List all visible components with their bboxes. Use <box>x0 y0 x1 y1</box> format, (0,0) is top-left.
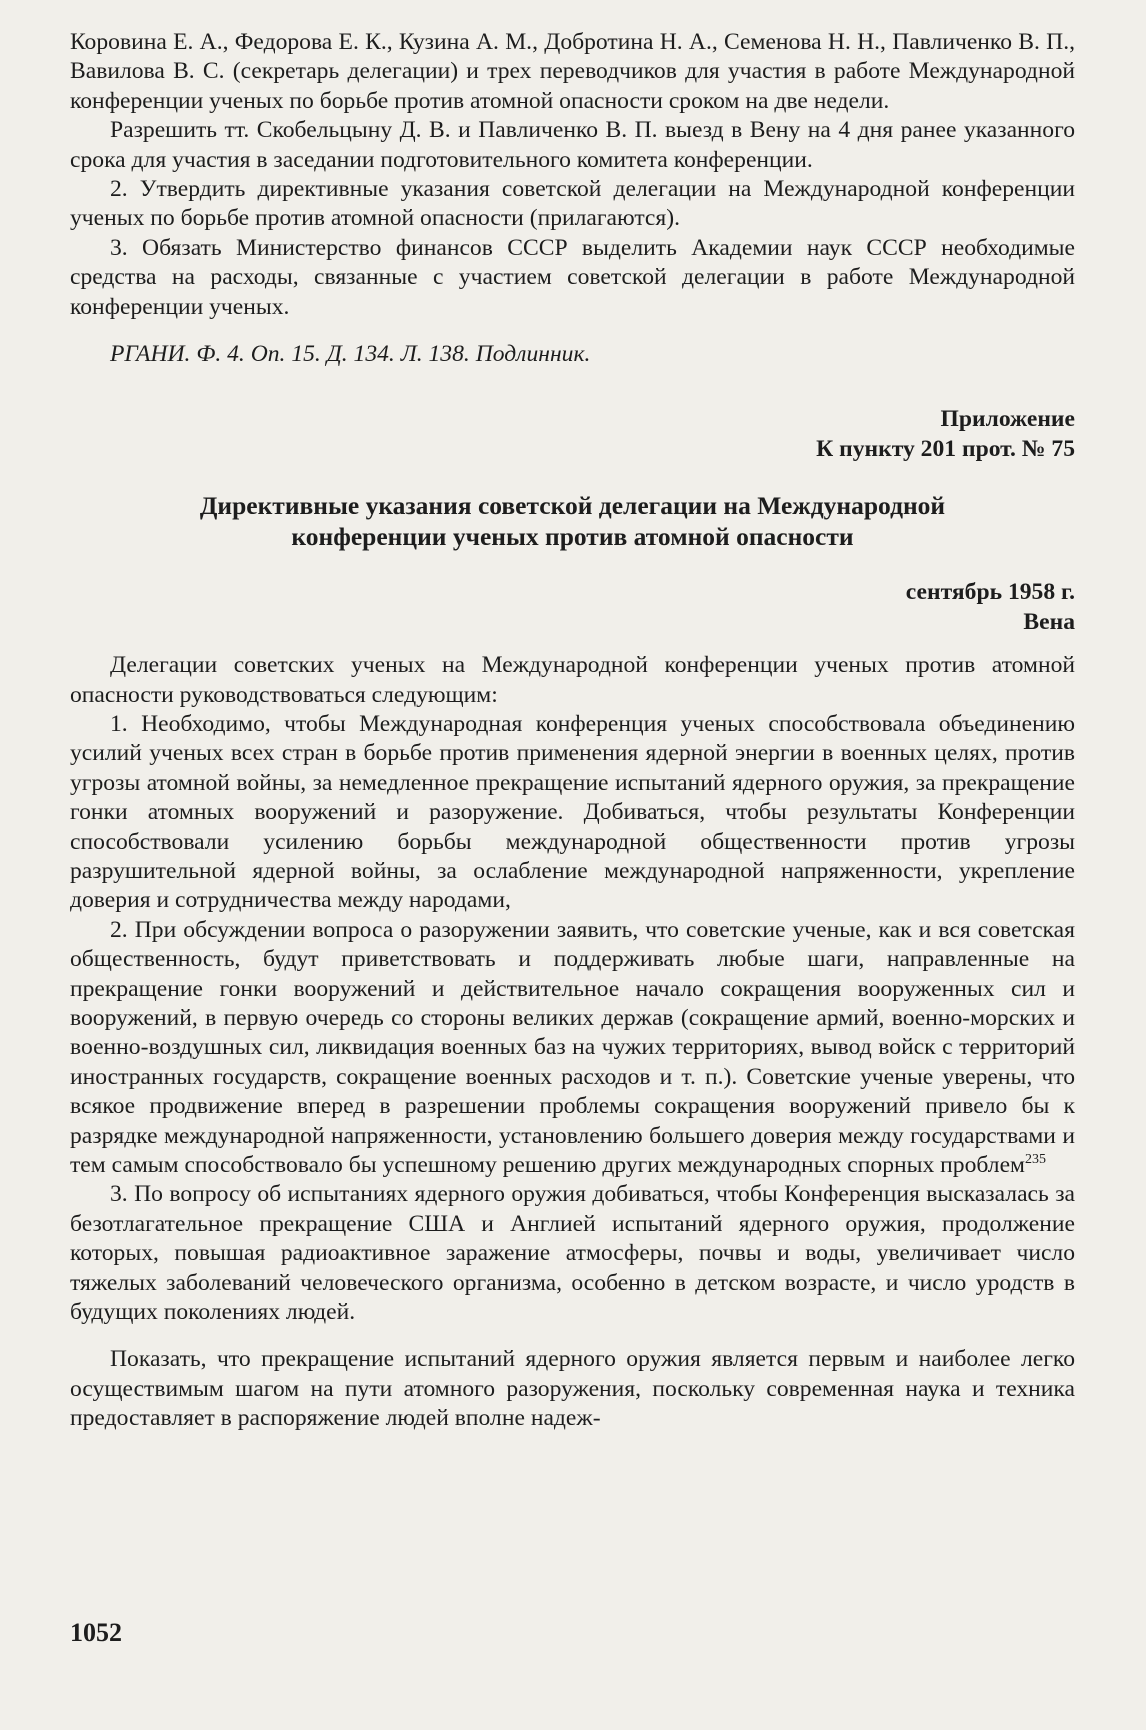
document-place: Вена <box>1023 608 1075 635</box>
document-title: Директивные указания советской делегации на Международной конференции ученых против атомной опасности <box>199 491 946 552</box>
body-paragraph-4: 3. По вопросу об испытаниях ядерного оружия добиваться, чтобы Конференция высказалась за безотлагательное прекращение США и Англией испытаний ядерного оружия, продолжение которых, повышая радиоактивное заражение атмосферы, почвы и воды, увеличивает число тяжелых заболеваний человеческого организма, особенно в детском возрасте, и число уродств в будущих поколениях людей. <box>70 1181 1075 1326</box>
body-paragraph-3-text: 2. При обсуждении вопроса о разоружении заявить, что советские ученые, как и вся советская общественность, будут приветствовать и поддерживать любые шаги, направленные на прекращение гонки вооружений и действительное начало сокращения вооруженных сил и вооружений, в первую очередь со стороны великих держав (сокращение армий, военно-морских и военно-воздушных сил, ликвидация военных баз на чужих территориях, вывод войск с территорий иностранных государств, сокращение военных расходов и т. п.). Советские ученые уверены, что всякое продвижение вперед в разрешении проблемы сокращения вооружений привело бы к разрядке международной напряженности, установлению большего доверия между государствами и тем самым способствовало бы успешному решению других международных спорных проблем <box>70 916 1075 1178</box>
date-block <box>70 578 1075 637</box>
appendix-label: Приложение <box>940 406 1075 433</box>
archive-source: РГАНИ. Ф. 4. Оп. 15. Д. 134. Л. 138. Подлинник. <box>110 341 591 368</box>
intro-paragraph-2: Разрешить тт. Скобельцыну Д. В. и Павличенко В. П. выезд в Вену на 4 дня ранее указанного срока для участия в заседании подготовительного комитета конференции. <box>70 117 1075 173</box>
page-text <box>70 28 1075 1434</box>
body-paragraph-2: 1. Необходимо, чтобы Международная конференция ученых способствовала объединению усилий ученых всех стран в борьбе против применения ядерной энергии в военных целях, против угрозы атомной войны, за немедленное прекращение испытаний ядерного оружия, за прекращение гонки атомных вооружений и разоружение. Добиваться, чтобы результаты Конференции способствовали усилению борьбы международной общественности против угрозы разрушительной ядерной войны, за ослабление международной напряженности, укрепление доверия и сотрудничества между народами, <box>70 710 1075 914</box>
appendix-ref: К пункту 201 прот. № 75 <box>816 435 1075 462</box>
body-paragraph-5: Показать, что прекращение испытаний ядерного оружия является первым и наиболее легко осуществимым шагом на пути атомного разоружения, поскольку современная наука и техника предоставляет в распоряжение людей вполне надеж- <box>70 1346 1075 1432</box>
page-number: 1052 <box>70 1618 122 1647</box>
intro-paragraph-4: 3. Обязать Министерство финансов СССР выделить Академии наук СССР необходимые средства на расходы, связанные с участием советской делегации в работе Международной конференции ученых. <box>70 234 1075 320</box>
document-date: сентябрь 1958 г. <box>905 579 1075 606</box>
intro-paragraph-1: Коровина Е. А., Федорова Е. К., Кузина А. М., Добротина Н. А., Семенова Н. Н., Павличенко В. П., Вавилова В. С. (секретарь делегации) и трех переводчиков для участия в работе Международной конференции ученых по борьбе против атомной опасности сроком на две недели. <box>70 29 1075 114</box>
body-paragraph-3 <box>70 916 1075 1181</box>
intro-paragraph-3: 2. Утвердить директивные указания советской делегации на Международной конференции ученых по борьбе против атомной опасности (прилагаются). <box>70 176 1075 232</box>
footnote-marker: 235 <box>1024 1152 1046 1168</box>
body-paragraph-1: Делегации советских ученых на Международной конференции ученых против атомной опасности руководствоваться следующим: <box>70 652 1075 708</box>
